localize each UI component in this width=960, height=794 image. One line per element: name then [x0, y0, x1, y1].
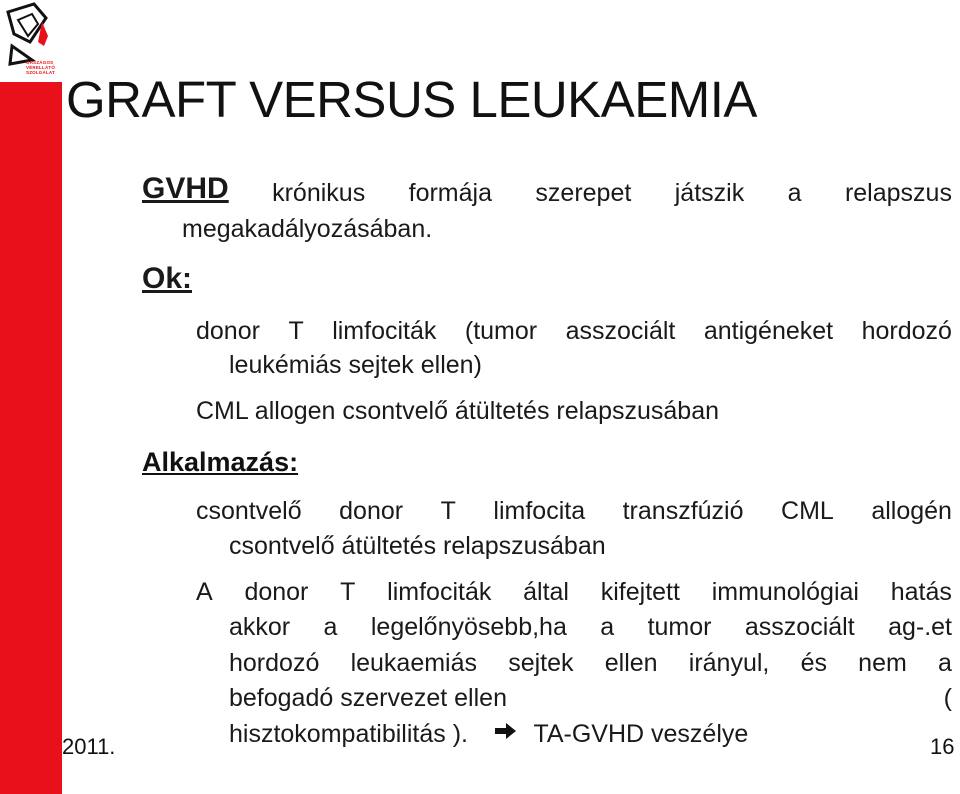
intro-word: krónikus [272, 179, 366, 207]
cause-item-1-line-2: leukémiás sejtek ellen) [229, 351, 482, 379]
intro-line-2: megakadályozásában. [182, 215, 433, 243]
app-word: ellen [604, 649, 658, 677]
app-word: tumor [647, 613, 712, 641]
app-word: A [196, 578, 213, 606]
application-item-2-line-3 [229, 648, 952, 678]
app-word: leukaemiás [350, 649, 478, 677]
intro-word: játszik [674, 179, 745, 207]
cause-word: asszociált [565, 317, 676, 345]
cause-word: limfociták [332, 317, 437, 345]
cause-heading: Ok: [142, 262, 193, 295]
cause-word: donor [196, 317, 260, 345]
gvhd-keyword: GVHD [142, 172, 229, 205]
cause-word: hordozó [861, 317, 952, 345]
intro-word: a [787, 179, 802, 207]
app-word: sejtek [508, 649, 574, 677]
app-word: a [323, 613, 338, 641]
cause-word: (tumor [464, 317, 538, 345]
app-word: T [340, 578, 356, 606]
app-word: transzfúzió [622, 497, 744, 525]
app-word: a [600, 613, 615, 641]
logo-caption: ORSZÁGOS VÉRELLÁTÓ SZOLGÁLAT [26, 60, 56, 75]
app-word: limfociták [387, 578, 492, 606]
cause-item-1 [196, 316, 952, 346]
app-word: csontvelő [196, 497, 302, 525]
page-number: 16 [930, 734, 955, 759]
intro-line-1 [142, 172, 952, 208]
application-item-2-line-5 [229, 718, 748, 749]
application-heading: Alkalmazás: [142, 447, 299, 477]
app-word: által [523, 578, 569, 606]
app-word: kifejtett [600, 578, 680, 606]
app-word: immunológiai [711, 578, 859, 606]
application-item-2-line-1 [196, 577, 952, 607]
app-text: hisztokompatibilitás ). [229, 720, 468, 748]
application-item-2-line-2 [229, 612, 952, 642]
intro-word: relapszus [844, 179, 952, 207]
application-item-2-line-4 [229, 683, 952, 713]
cause-word: antigéneket [703, 317, 834, 345]
app-word: hordozó [229, 649, 320, 677]
left-red-bar [0, 82, 62, 794]
app-word: allogén [871, 497, 952, 525]
app-word: donor [244, 578, 309, 606]
right-arrow-icon [495, 718, 517, 748]
app-word: CML [781, 497, 834, 525]
app-word: ag-.et [888, 613, 952, 641]
app-text: TA-GVHD veszélye [533, 720, 749, 748]
intro-word: szerepet [535, 179, 632, 207]
application-item-1-line-2: csontvelő átültetés relapszusában [229, 532, 606, 560]
cause-word: T [288, 317, 304, 345]
app-word: legelőnyösebb,ha [370, 613, 567, 641]
app-word: donor [339, 497, 404, 525]
app-word: T [440, 497, 456, 525]
page-title: GRAFT VERSUS LEUKAEMIA [66, 71, 757, 128]
logo [4, 2, 70, 80]
intro-word: formája [408, 179, 492, 207]
app-word: hatás [890, 578, 952, 606]
application-item-1 [196, 496, 952, 526]
app-word: limfocita [493, 497, 586, 525]
app-word: és [800, 649, 827, 677]
app-word: irányul, [688, 649, 770, 677]
app-text: ( [943, 684, 952, 712]
cause-item-2: CML allogen csontvelő átültetés relapszusában [196, 397, 719, 425]
app-text: befogadó szervezet ellen [229, 684, 507, 712]
app-word: asszociált [744, 613, 855, 641]
app-word: nem [858, 649, 907, 677]
footer-year: 2011. [62, 734, 116, 759]
app-word: akkor [229, 613, 291, 641]
app-word: a [938, 649, 952, 677]
